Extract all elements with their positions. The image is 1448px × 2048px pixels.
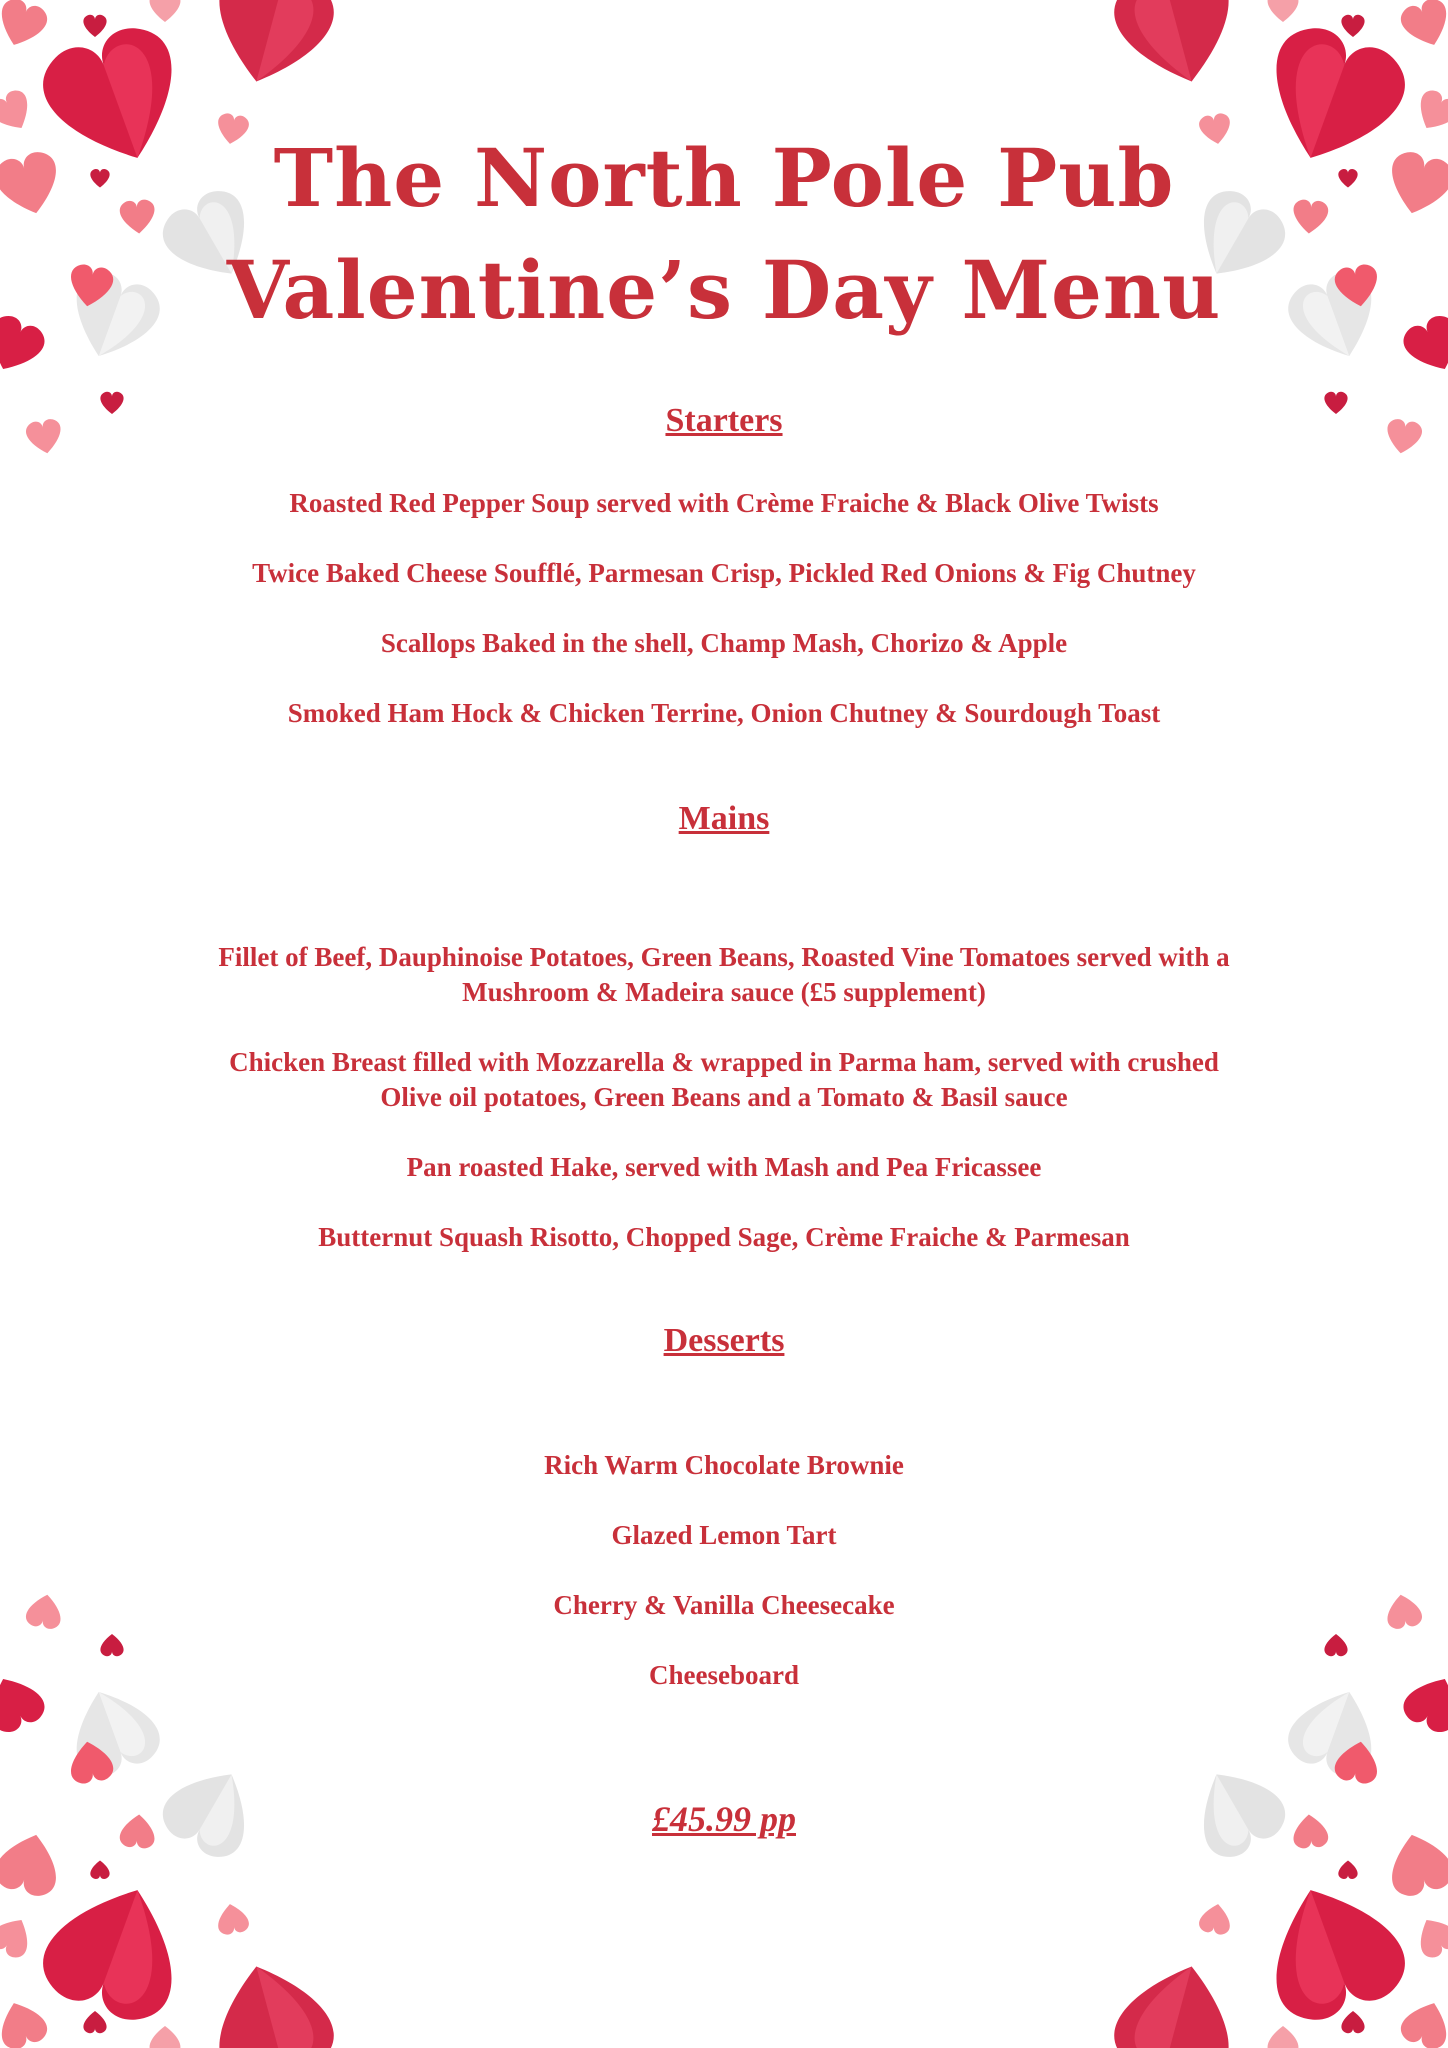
heart-icon bbox=[90, 1861, 109, 1880]
menu-price: £45.99 pp bbox=[652, 1799, 796, 1839]
desserts-heading: Desserts bbox=[663, 1322, 785, 1359]
heart-icon bbox=[1397, 0, 1448, 53]
main-item: Butternut Squash Risotto, Chopped Sage, Crème Fraiche & Parmesan bbox=[318, 1222, 1130, 1252]
heart-icon bbox=[1249, 1868, 1415, 2031]
dessert-item: Cheeseboard bbox=[649, 1660, 799, 1690]
heart-icon bbox=[1410, 1910, 1448, 1961]
heart-icon bbox=[1397, 1995, 1448, 2048]
heart-icon bbox=[200, 1952, 341, 2048]
heart-icon bbox=[83, 15, 106, 37]
menu-title-line-2: Valentine’s Day Menu bbox=[226, 243, 1222, 337]
heart-icon bbox=[1107, 0, 1248, 96]
heart-icon bbox=[1324, 1634, 1347, 1656]
starter-item: Roasted Red Pepper Soup served with Crème Fraiche & Black Olive Twists bbox=[289, 488, 1159, 518]
main-item-line: Mushroom & Madeira sauce (£5 supplement) bbox=[462, 977, 986, 1007]
dessert-item: Glazed Lemon Tart bbox=[611, 1520, 837, 1550]
heart-icon bbox=[0, 1995, 51, 2048]
heart-icon bbox=[1384, 1592, 1424, 1631]
heart-icon bbox=[1341, 2011, 1364, 2033]
mains-heading: Mains bbox=[678, 800, 770, 837]
starter-item: Smoked Ham Hock & Chicken Terrine, Onion Chutney & Sourdough Toast bbox=[287, 698, 1161, 728]
main-item-line: Fillet of Beef, Dauphinoise Potatoes, Green Beans, Roasted Vine Tomatoes served with a bbox=[218, 942, 1230, 972]
heart-icon bbox=[83, 2011, 106, 2033]
heart-icon bbox=[150, 2026, 181, 2048]
heart-icon bbox=[1268, 2026, 1299, 2048]
heart-icon bbox=[33, 1868, 199, 2031]
heart-icon bbox=[0, 0, 51, 53]
heart-icon bbox=[215, 1901, 251, 1936]
main-item: Pan roasted Hake, served with Mash and Pea Fricassee bbox=[406, 1152, 1042, 1182]
heart-icon bbox=[0, 1910, 38, 1961]
dessert-item: Rich Warm Chocolate Brownie bbox=[544, 1450, 904, 1480]
heart-icon bbox=[1107, 1952, 1248, 2048]
heart-icon bbox=[150, 0, 181, 22]
heart-icon bbox=[1398, 1668, 1448, 1738]
heart-icon bbox=[100, 1634, 123, 1656]
heart-icon bbox=[1341, 15, 1364, 37]
starters-heading: Starters bbox=[665, 402, 783, 439]
heart-icon bbox=[0, 86, 38, 137]
heart-icon bbox=[200, 0, 341, 96]
heart-icon bbox=[1268, 0, 1299, 22]
heart-icon bbox=[1338, 1861, 1357, 1880]
main-item-line: Chicken Breast filled with Mozzarella & wrapped in Parma ham, served with crushed bbox=[229, 1047, 1219, 1077]
heart-icon bbox=[1410, 86, 1448, 137]
heart-icon bbox=[1198, 1901, 1234, 1936]
starter-item: Scallops Baked in the shell, Champ Mash, Chorizo & Apple bbox=[380, 628, 1068, 658]
main-item bbox=[100, 1045, 1348, 1115]
heart-icon bbox=[0, 1668, 50, 1738]
menu-title-line-1: The North Pole Pub bbox=[273, 131, 1175, 225]
starter-item: Twice Baked Cheese Soufflé, Parmesan Crisp, Pickled Red Onions & Fig Chutney bbox=[252, 558, 1196, 588]
dessert-item: Cherry & Vanilla Cheesecake bbox=[553, 1590, 895, 1620]
heart-icon bbox=[24, 1592, 64, 1631]
main-item-line: Olive oil potatoes, Green Beans and a Tomato & Basil sauce bbox=[380, 1082, 1068, 1112]
main-item bbox=[100, 940, 1348, 1010]
